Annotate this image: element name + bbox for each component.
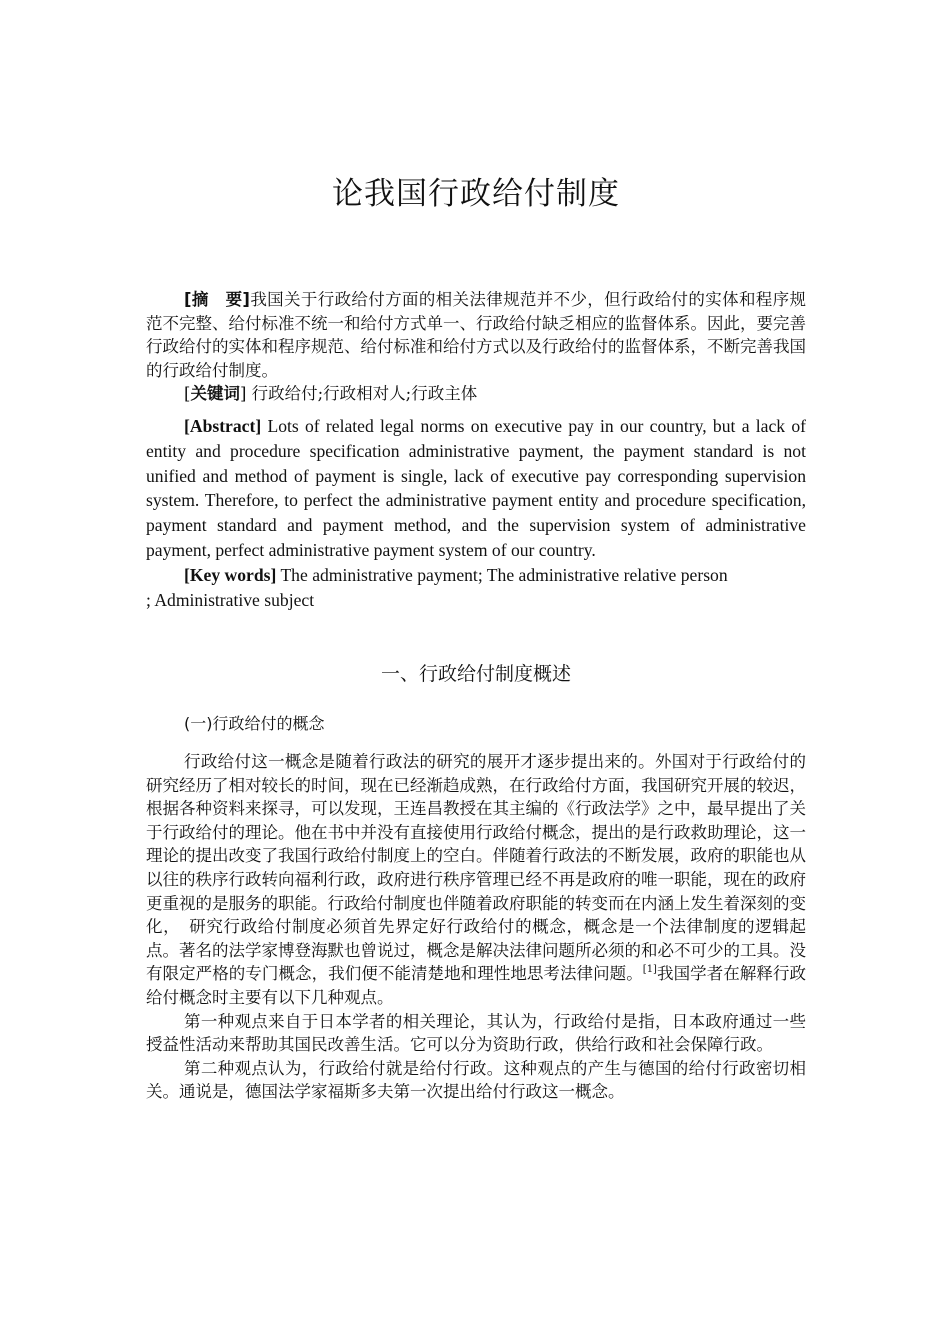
footnote-reference[interactable]: [1] bbox=[642, 964, 657, 976]
english-keywords-text-line2: ; Administrative subject bbox=[146, 589, 315, 610]
chinese-abstract-block bbox=[146, 288, 806, 406]
body-paragraph-3: 第二种观点认为，行政给付就是给付行政。这种观点的产生与德国的给付行政密切相关。通说是，德国法学家福斯多夫第一次提出给付行政这一概念。 bbox=[146, 1058, 806, 1102]
english-abstract bbox=[146, 414, 806, 563]
chinese-abstract bbox=[146, 288, 806, 382]
section-heading: 一、行政给付制度概述 bbox=[380, 663, 571, 685]
keywords-text: 行政给付;行政相对人;行政主体 bbox=[246, 384, 478, 404]
english-keywords bbox=[146, 563, 806, 588]
body-paragraph-2: 第一种观点来自于日本学者的相关理论，其认为，行政给付是指，日本政府通过一些授益性活动来帮助其国民改善生活。它可以分为资助行政，供给行政和社会保障行政。 bbox=[146, 1011, 806, 1055]
english-abstract-label: [Abstract] bbox=[184, 416, 262, 436]
body-paragraph-1 bbox=[146, 750, 806, 1010]
body-paragraph-1-text: 行政给付这一概念是随着行政法的研究的展开才逐步提出来的。外国对于行政给付的研究经历了相对较长的时间，现在已经渐趋成熟，在行政给付方面，我国研究开展的较迟，根据各种资料来探寻，可以发现，王连昌教授在其主编的《行政法学》之中，最早提出了关于行政给付的理论。他在书中并没有直接使用行政给付概念，提出的是行政救助理论，这一理论的提出改变了我国行政给付制度上的空白。伴随着行政法的不断发展，政府的职能也从以往的秩序行政转向福利行政，政府进行秩序管理已经不再是政府的唯一职能，现在的政府更重视的是服务的职能。行政给付制度也伴随着政府职能的转变而在内涵上发生着深刻的变化， 研究行政给付制度必须首先界定好行政给付的概念，概念是一个法律制度的逻辑起点。著名的法学家博登海默也曾说过，概念是解决法律问题所必须的和必不可少的工具。没有限定严格的专门概念，我们便不能清楚地和理性地思考法律问题。 bbox=[146, 752, 806, 984]
abstract-text: 我国关于行政给付方面的相关法律规范并不少，但行政给付的实体和程序规范不完整、给付标准不统一和给付方式单一、行政给付缺乏相应的监督体系。因此，要完善行政给付的实体和程序规范、给付标准和给付方式以及行政给付的监督体系，不断完善我国的行政给付制度。 bbox=[146, 290, 806, 380]
english-keywords-continued bbox=[146, 588, 806, 613]
body-text-block bbox=[146, 750, 806, 1104]
body-paragraph-1-text-continued: 我国学者在解释行政给付概念时主要有以下几种观点。 bbox=[146, 964, 807, 1007]
english-keywords-label: [Key words] bbox=[184, 564, 277, 585]
english-abstract-block bbox=[146, 414, 806, 612]
english-keywords-text-line1: The administrative payment; The administrative relative person bbox=[276, 564, 728, 585]
abstract-label: [摘 要] bbox=[184, 290, 250, 309]
keywords-bracket-close: ] bbox=[239, 384, 247, 404]
english-abstract-text: Lots of related legal norms on executive pay in our country, but a lack of entity and procedure specification administrative payment, the payment standard is not unified and method of payment is single, lack of executive pay corresponding supervision system. Therefore, to perfect the administrative payment entity and procedure specification, payment standard and payment method, and the supervision system of administrative payment, perfect administrative payment system of our country. bbox=[146, 416, 806, 560]
keywords-bracket-open: [ bbox=[184, 384, 191, 404]
chinese-keywords bbox=[146, 382, 806, 406]
document-title: 论我国行政给付制度 bbox=[332, 176, 620, 212]
keywords-label: 关键词 bbox=[190, 384, 240, 404]
section-subheading: (一)行政给付的概念 bbox=[184, 714, 325, 733]
